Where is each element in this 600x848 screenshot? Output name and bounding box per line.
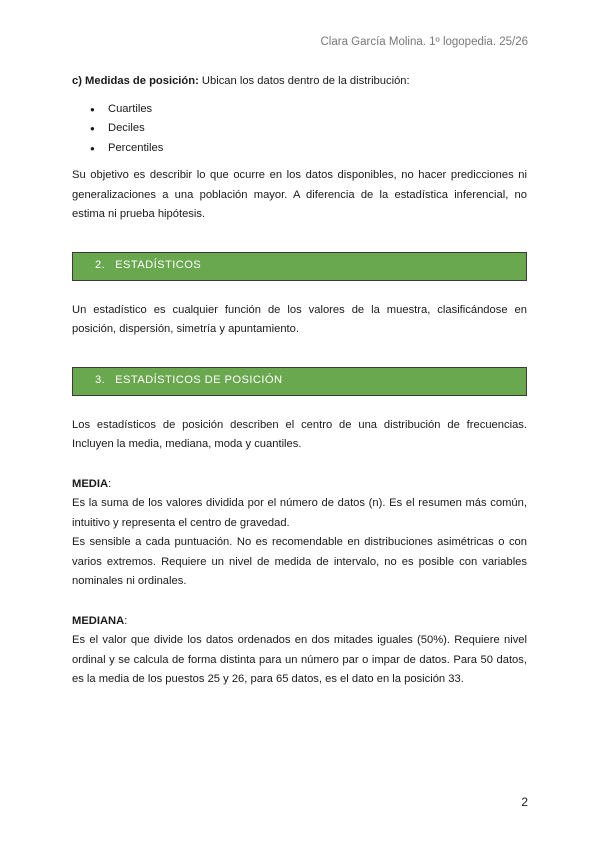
section-title: ESTADÍSTICOS DE POSICIÓN xyxy=(115,374,283,387)
intro-line xyxy=(72,72,527,92)
list-item: ● Percentiles xyxy=(108,139,527,159)
intro-paragraph: Su objetivo es describir lo que ocurre en los datos disponibles, no hacer predicciones ni generalizaciones a una población mayor. A diferencia de la estadística inferencial, no estima ni prueba hipótesis. xyxy=(72,169,527,220)
media-colon: : xyxy=(108,477,112,490)
media-heading xyxy=(72,475,527,495)
intro-text: Ubican los datos dentro de la distribución: xyxy=(198,75,410,87)
section-heading-estadisticos xyxy=(72,252,527,281)
mediana-colon: : xyxy=(124,614,128,627)
section-title: ESTADÍSTICOS xyxy=(115,259,202,272)
page-number: 2 xyxy=(521,795,528,809)
list-item: ● Cuartiles xyxy=(108,100,527,120)
mediana-label: MEDIANA xyxy=(72,614,125,627)
intro-heading: c) Medidas de posición: xyxy=(72,75,199,87)
mediana-paragraph-1: Es el valor que divide los datos ordenados en dos mitades iguales (50%). Requiere nivel ordinal y se calcula de forma distinta para un número par o impar de datos. Para 50 datos, es la media de los puestos 25 y 26, para 65 datos, es el dato en la posición 33. xyxy=(72,634,527,685)
section-number: 2. xyxy=(95,259,106,272)
section-heading-estadisticos-posicion xyxy=(72,367,527,396)
list-item: ● Deciles xyxy=(108,119,527,139)
section-number: 3. xyxy=(95,374,106,387)
position-measures-list xyxy=(72,100,527,159)
page-header: Clara García Molina. 1º logopedia. 25/26 xyxy=(320,36,528,48)
section3-paragraph: Los estadísticos de posición describen el centro de una distribución de frecuencias. Incluyen la media, mediana, moda y cuantiles. xyxy=(72,418,527,450)
section2-paragraph: Un estadístico es cualquier función de los valores de la muestra, clasificándose en posición, dispersión, simetría y apuntamiento. xyxy=(72,303,527,335)
media-label: MEDIA xyxy=(72,477,109,490)
media-paragraph-1: Es la suma de los valores dividida por el número de datos (n). Es el resumen más común, intuitivo y representa el centro de gravedad. xyxy=(72,497,527,529)
page-content xyxy=(72,72,527,690)
media-paragraph-2: Es sensible a cada puntuación. No es recomendable en distribuciones asimétricas o con varios extremos. Requiere un nivel de medida de intervalo, no es posible con variables nominales ni ordinales. xyxy=(72,536,527,587)
mediana-heading xyxy=(72,612,527,632)
